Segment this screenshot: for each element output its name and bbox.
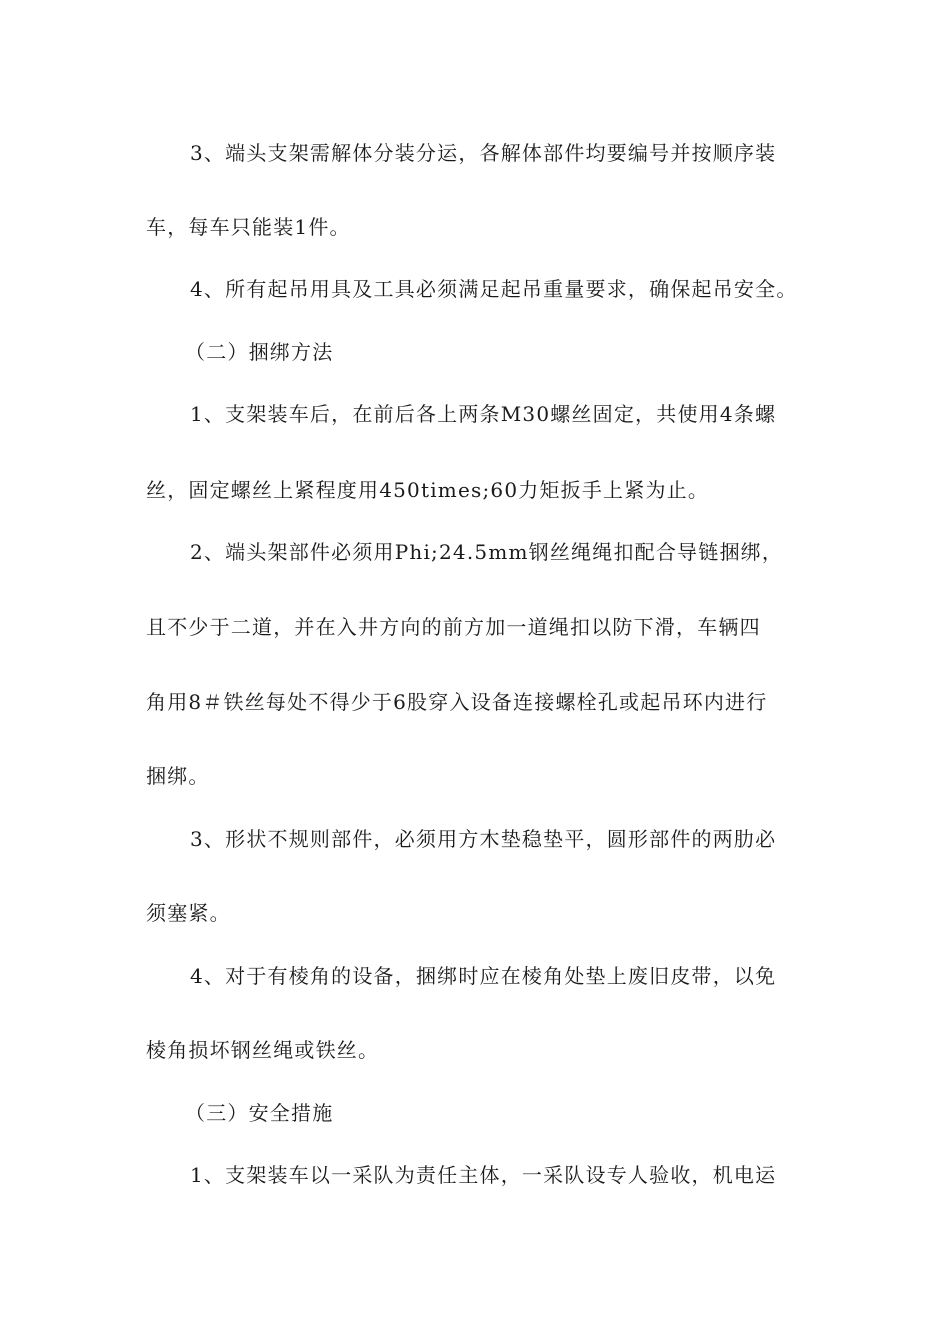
paragraph-line: 且不少于二道，并在入井方向的前方加一道绳扣以防下滑，车辆四	[146, 615, 761, 639]
paragraph-line: 1、支架装车以一采队为责任主体，一采队设专人验收，机电运	[190, 1163, 777, 1187]
paragraph-line: 角用8＃铁丝每处不得少于6股穿入设备连接螺栓孔或起吊环内进行	[146, 690, 768, 714]
paragraph-line: 车，每车只能装1件。	[146, 215, 351, 239]
paragraph-line: 棱角损坏钢丝绳或铁丝。	[146, 1038, 380, 1062]
paragraph-line: 须塞紧。	[146, 901, 231, 925]
paragraph-line: 1、支架装车后，在前后各上两条M30螺丝固定，共使用4条螺	[190, 402, 777, 426]
paragraph-line: 2、端头架部件必须用Phi;24.5mm钢丝绳绳扣配合导链捆绑，	[190, 540, 784, 564]
paragraph-line: 3、形状不规则部件，必须用方木垫稳垫平，圆形部件的两肋必	[190, 827, 777, 851]
paragraph-line: 4、所有起吊用具及工具必须满足起吊重量要求，确保起吊安全。	[190, 277, 798, 301]
paragraph-line: 3、端头支架需解体分装分运，各解体部件均要编号并按顺序装	[190, 141, 777, 165]
section-heading: （三）安全措施	[185, 1101, 334, 1125]
paragraph-line: 丝，固定螺丝上紧程度用450times;60力矩扳手上紧为止。	[146, 478, 710, 502]
paragraph-line: 捆绑。	[146, 764, 210, 788]
paragraph-line: 4、对于有棱角的设备，捆绑时应在棱角处垫上废旧皮带，以免	[190, 964, 777, 988]
section-heading: （二）捆绑方法	[185, 340, 334, 364]
